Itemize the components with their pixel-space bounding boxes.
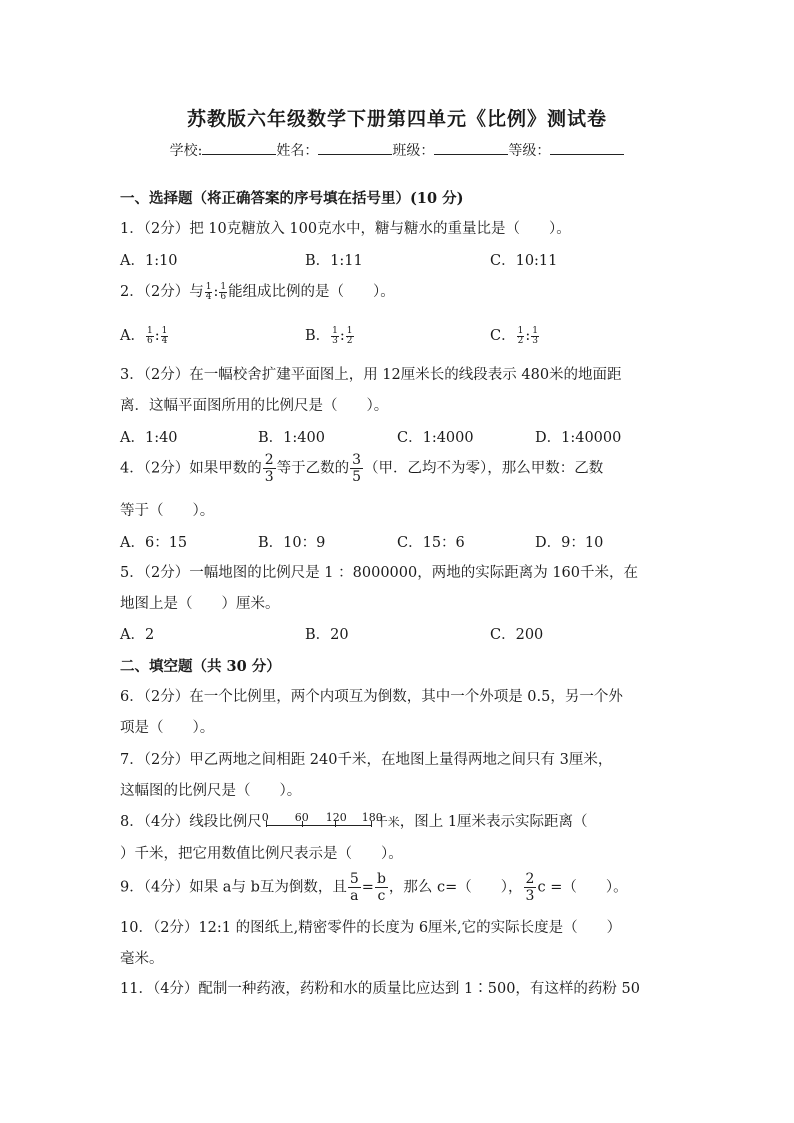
- q8-suffix: ，图上 1厘米表示实际距离（: [399, 814, 588, 830]
- q4-fraction-2: $\frac{3}{5}$: [352, 452, 362, 485]
- q2-option-c: C． $\frac{1}{2}$ : $\frac{1}{3}$: [490, 325, 538, 346]
- ruler-label-180: 180: [361, 811, 383, 824]
- question-2-text: [120, 280, 395, 302]
- grade-label: 等级：: [508, 143, 551, 159]
- question-8-line-2: ）千米，把它用数值比例尺表示是（ ）。: [120, 846, 403, 862]
- question-11-line-1: 11．（4分）配制一种药液，药粉和水的质量比应达到 1∶500，有这样的药粉 50: [120, 981, 640, 997]
- question-4-line-2: 等于（ ）。: [120, 503, 215, 519]
- question-5-line-2: 地图上是（ ）厘米。: [120, 596, 280, 612]
- q5-option-c: C．200: [490, 627, 544, 643]
- ruler-label-0: 0: [261, 811, 269, 824]
- q8-prefix: 8．（4分）线段比例尺: [120, 814, 262, 830]
- q5-option-a: A．2: [120, 627, 155, 643]
- q1-option-a: A．1:10: [120, 253, 178, 269]
- q9-fraction-b-over-c: $\frac{b}{c}$: [376, 871, 386, 904]
- q3-option-d: D．1:40000: [535, 430, 622, 446]
- q2-colon: :: [213, 284, 219, 300]
- question-10-line-1: 10．（2分）12:1 的图纸上,精密零件的长度为 6厘米,它的实际长度是（ ）: [120, 920, 622, 936]
- q3-option-c: C．1:4000: [397, 430, 474, 446]
- q1-option-b: B．1:11: [305, 253, 363, 269]
- q4-fraction-1: $\frac{2}{3}$: [264, 452, 274, 485]
- ruler-label-60: 60: [294, 811, 309, 824]
- ruler-label-120: 120: [325, 811, 347, 824]
- q2-option-b: B． $\frac{1}{3}$ : $\frac{1}{2}$: [305, 325, 353, 346]
- question-9-text: [120, 872, 628, 903]
- q4-part-3: （甲．乙均不为零），那么甲数：乙数: [364, 460, 604, 477]
- question-5-line-1: 5．（2分）一幅地图的比例尺是 1 ：8000000，两地的实际距离为 160千米，在: [120, 565, 639, 581]
- question-3-line-2: 离．这幅平面图所用的比例尺是（ ）。: [120, 398, 389, 414]
- section-heading-fill-in: 二、填空题（共 30 分）: [120, 658, 281, 675]
- q2-prefix: 2．（2分）与: [120, 284, 204, 300]
- school-blank[interactable]: [202, 140, 276, 155]
- q4-part-2: 等于乙数的: [276, 460, 350, 477]
- scale-bar-ruler: [261, 811, 383, 833]
- q3-option-a: A．1:40: [120, 430, 178, 446]
- q4-option-c: C．15：6: [397, 535, 465, 551]
- question-8-line-1: [120, 810, 588, 833]
- q9-fraction-5-over-a: $\frac{5}{a}$: [349, 871, 359, 904]
- q9-equals: =: [361, 879, 374, 896]
- q5-option-b: B．20: [305, 627, 349, 643]
- page-title: 苏教版六年级数学下册第四单元《比例》测试卷: [186, 108, 607, 130]
- q1-option-c: C．10:11: [490, 253, 558, 269]
- name-blank[interactable]: [318, 140, 392, 155]
- q9-prefix: 9．（4分）如果 a与 b互为倒数，且: [120, 879, 347, 896]
- class-blank[interactable]: [434, 140, 508, 155]
- q4-part-1: 4．（2分）如果甲数的: [120, 460, 262, 477]
- q2-stem-fraction-a: $\frac{1}{4}$: [205, 281, 212, 302]
- q9-tail: c =（ ）。: [537, 879, 628, 896]
- q9-fraction-2-over-3: $\frac{2}{3}$: [525, 871, 535, 904]
- class-label: 班级：: [392, 143, 435, 159]
- question-1-text: 1．（2分）把 10克糖放入 100克水中，糖与糖水的重量比是（ ）。: [120, 221, 571, 237]
- question-6-line-1: 6．（2分）在一个比例里，两个内项互为倒数，其中一个外项是 0.5，另一个外: [120, 689, 623, 705]
- q4-option-b: B．10：9: [258, 535, 326, 551]
- ruler-unit: 千米: [375, 815, 400, 829]
- school-label: 学校:: [169, 143, 203, 159]
- student-info-row: [0, 140, 794, 160]
- q2-option-a: A． $\frac{1}{6}$ : $\frac{1}{4}$: [120, 325, 168, 346]
- name-label: 姓名：: [276, 143, 319, 159]
- question-6-line-2: 项是（ ）。: [120, 720, 215, 736]
- question-4-line-1: [120, 453, 603, 484]
- q2-stem-fraction-b: $\frac{1}{6}$: [220, 281, 227, 302]
- question-3-line-1: 3．（2分）在一幅校舍扩建平面图上，用 12厘米长的线段表示 480米的地面距: [120, 367, 622, 383]
- question-7-line-1: 7．（2分）甲乙两地之间相距 240千米，在地图上量得两地之间只有 3厘米，: [120, 752, 613, 768]
- q4-option-d: D．9：10: [535, 535, 604, 551]
- grade-blank[interactable]: [550, 140, 624, 155]
- q9-middle: ，那么 c=（ ），: [388, 879, 523, 896]
- section-heading-choice: 一、选择题（将正确答案的序号填在括号里）(10 分): [120, 190, 464, 207]
- question-7-line-2: 这幅图的比例尺是（ ）。: [120, 783, 302, 799]
- question-10-line-2: 毫米。: [120, 951, 164, 967]
- q4-option-a: A．6：15: [120, 535, 188, 551]
- q3-option-b: B．1:400: [258, 430, 325, 446]
- q2-suffix: 能组成比例的是（ ）。: [228, 284, 395, 300]
